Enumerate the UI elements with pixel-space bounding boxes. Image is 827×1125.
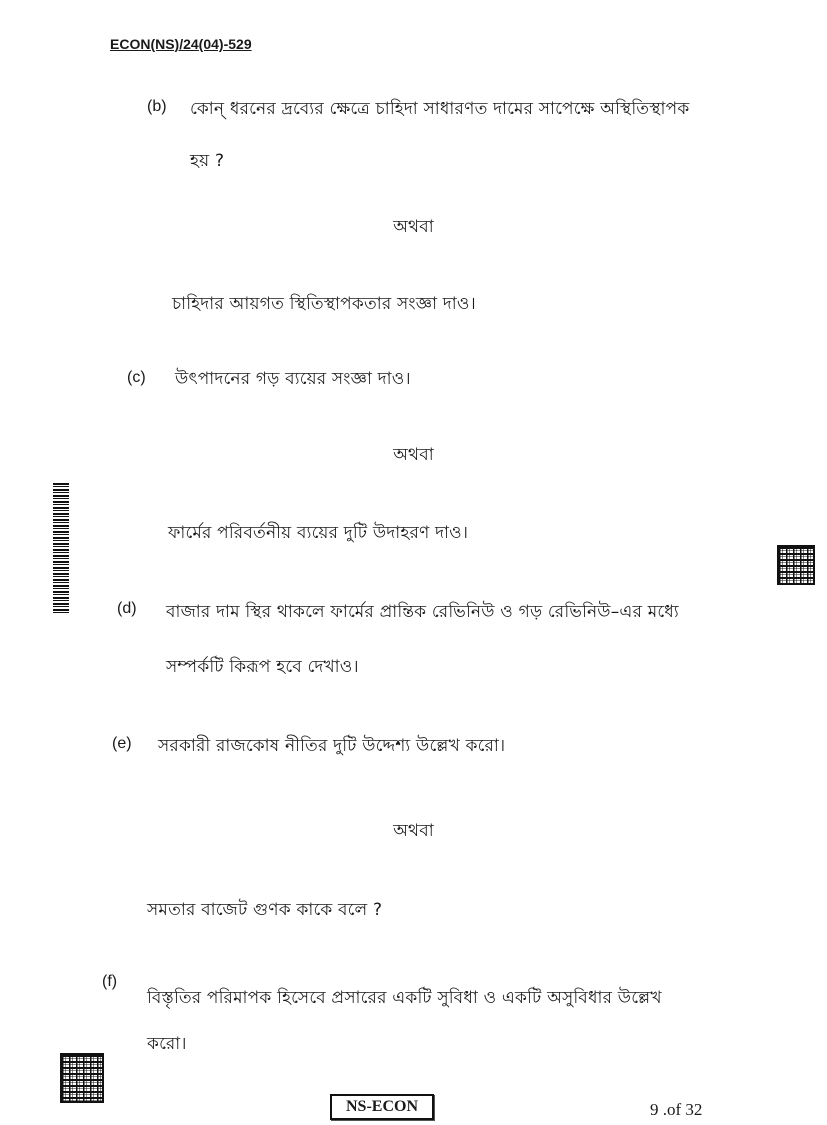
question-b-line1: কোন্ ধরনের দ্রব্যের ক্ষেত্রে চাহিদা সাধারণত দামের সাপেক্ষে অস্থিতিস্থাপক [190, 99, 690, 119]
alternative-c-text: ফার্মের পরিবর্তনীয় ব্যয়ের দুটি উদাহরণ দাও। [168, 523, 469, 543]
question-d-label: (d) [117, 600, 137, 617]
barcode-image [53, 483, 69, 613]
question-c-line1: উৎপাদনের গড় ব্যয়ের সংজ্ঞা দাও। [175, 369, 411, 389]
qr-code-right [777, 545, 815, 585]
alternative-b-text: চাহিদার আয়গত স্থিতিস্থাপকতার সংজ্ঞা দাও। [172, 294, 476, 314]
question-e-line1: সরকারী রাজকোষ নীতির দুটি উদ্দেশ্য উল্লেখ করো। [158, 736, 506, 756]
or-label-2: অথবা [393, 445, 434, 465]
question-f-line2: করো। [147, 1034, 187, 1054]
question-f-label: (f) [102, 973, 118, 990]
page-number: 9 .of 32 [650, 1100, 703, 1119]
alternative-e-text: সমতার বাজেট গুণক কাকে বলে ? [147, 900, 383, 920]
or-label-3: অথবা [393, 821, 434, 841]
paper-code: ECON(NS)/24(04)-529 [110, 36, 252, 52]
question-c-label: (c) [127, 369, 146, 386]
question-f-line1: বিস্তৃতির পরিমাপক হিসেবে প্রসারের একটি সুবিধা ও একটি অসুবিধার উল্লেখ [147, 988, 662, 1008]
question-d-line2: সম্পর্কটি কিরূপ হবে দেখাও। [166, 657, 359, 677]
or-label-1: অথবা [393, 217, 434, 237]
qr-code-left [60, 1053, 104, 1103]
question-b-line2: হয় ? [190, 151, 225, 171]
question-d-line1: বাজার দাম স্থির থাকলে ফার্মের প্রান্তিক রেভিনিউ ও গড় রেভিনিউ–এর মধ্যে [166, 602, 679, 622]
series-code-box: NS-ECON [330, 1094, 434, 1120]
question-b-label: (b) [147, 98, 167, 115]
question-e-label: (e) [112, 735, 132, 752]
